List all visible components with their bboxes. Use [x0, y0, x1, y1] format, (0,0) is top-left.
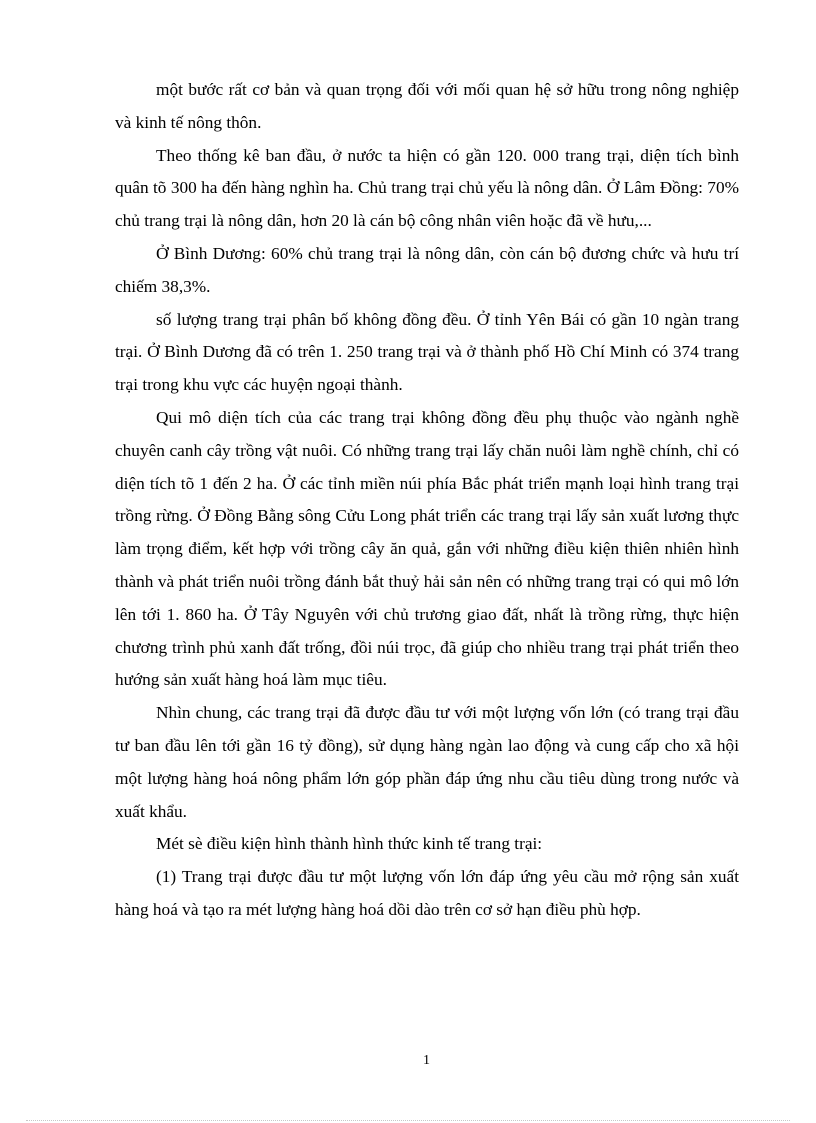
paragraph: một bước rất cơ bản và quan trọng đối với mối quan hệ sở hữu trong nông nghiệp và kinh tế nông thôn. [115, 80, 739, 132]
page-border-divider [26, 1120, 790, 1121]
paragraph: (1) Trang trại được đầu tư một lượng vốn lớn đáp ứng yêu cầu mở rộng sản xuất hàng hoá và tạo ra mét lượng hàng hoá dồi dào trên cơ sở hạn điều phù hợp. [115, 867, 739, 919]
paragraph: Ở Bình Dương: 60% chủ trang trại là nông dân, còn cán bộ đương chức và hưu trí chiếm 38,3%. [115, 243, 739, 296]
paragraph: số lượng trang trại phân bố không đồng đều. Ở tỉnh Yên Bái có gần 10 ngàn trang trại. Ở Bình Dương đã có trên 1. 250 trang trại và ở thành phố Hồ Chí Minh có 374 trang trại trong khu vực các huyện ngoại thành. [115, 309, 739, 395]
body-text [115, 74, 739, 927]
paragraph: Mét sè điều kiện hình thành hình thức kinh tế trang trại: [156, 834, 543, 854]
paragraph: Theo thống kê ban đầu, ở nước ta hiện có gần 120. 000 trang trại, diện tích bình quân tõ 300 ha đến hàng nghìn ha. Chủ trang trại chủ yếu là nông dân. Ở Lâm Đồng: 70% chủ trang trại là nông dân, hơn 20 là cán bộ công nhân viên hoặc đã về hưu,... [115, 145, 739, 231]
paragraph: Nhìn chung, các trang trại đã được đầu tư với một lượng vốn lớn (có trang trại đầu tư ban đầu lên tới gần 16 tỷ đồng), sử dụng hàng ngàn lao động và cung cấp cho xã hội một lượng hàng hoá nông phẩm lớn góp phần đáp ứng nhu cầu tiêu dùng trong nước và xuất khẩu. [115, 703, 739, 821]
page-number: 1 [423, 1053, 430, 1068]
paragraph: Qui mô diện tích của các trang trại không đồng đều phụ thuộc vào ngành nghề chuyên canh cây trồng vật nuôi. Có những trang trại lấy chăn nuôi làm nghề chính, chỉ có diện tích tõ 1 đến 2 ha. Ở các tỉnh miền núi phía Bắc phát triển mạnh loại hình trang trại trồng rừng. Ở Đồng Bằng sông Cửu Long phát triển các trang trại lấy sản xuất lương thực làm trọng điểm, kết hợp với trồng cây ăn quả, gắn với những điều kiện thiên nhiên hình thành và phát triển nuôi trồng đánh bắt thuỷ hải sản nên có những trang trại có qui mô lớn lên tới 1. 860 ha. Ở Tây Nguyên với chủ trương giao đất, nhất là trồng rừng, thực hiện chương trình phủ xanh đất trống, đồi núi trọc, đã giúp cho nhiều trang trại phát triển theo hướng sản xuất hàng hoá làm mục tiêu. [115, 407, 739, 690]
